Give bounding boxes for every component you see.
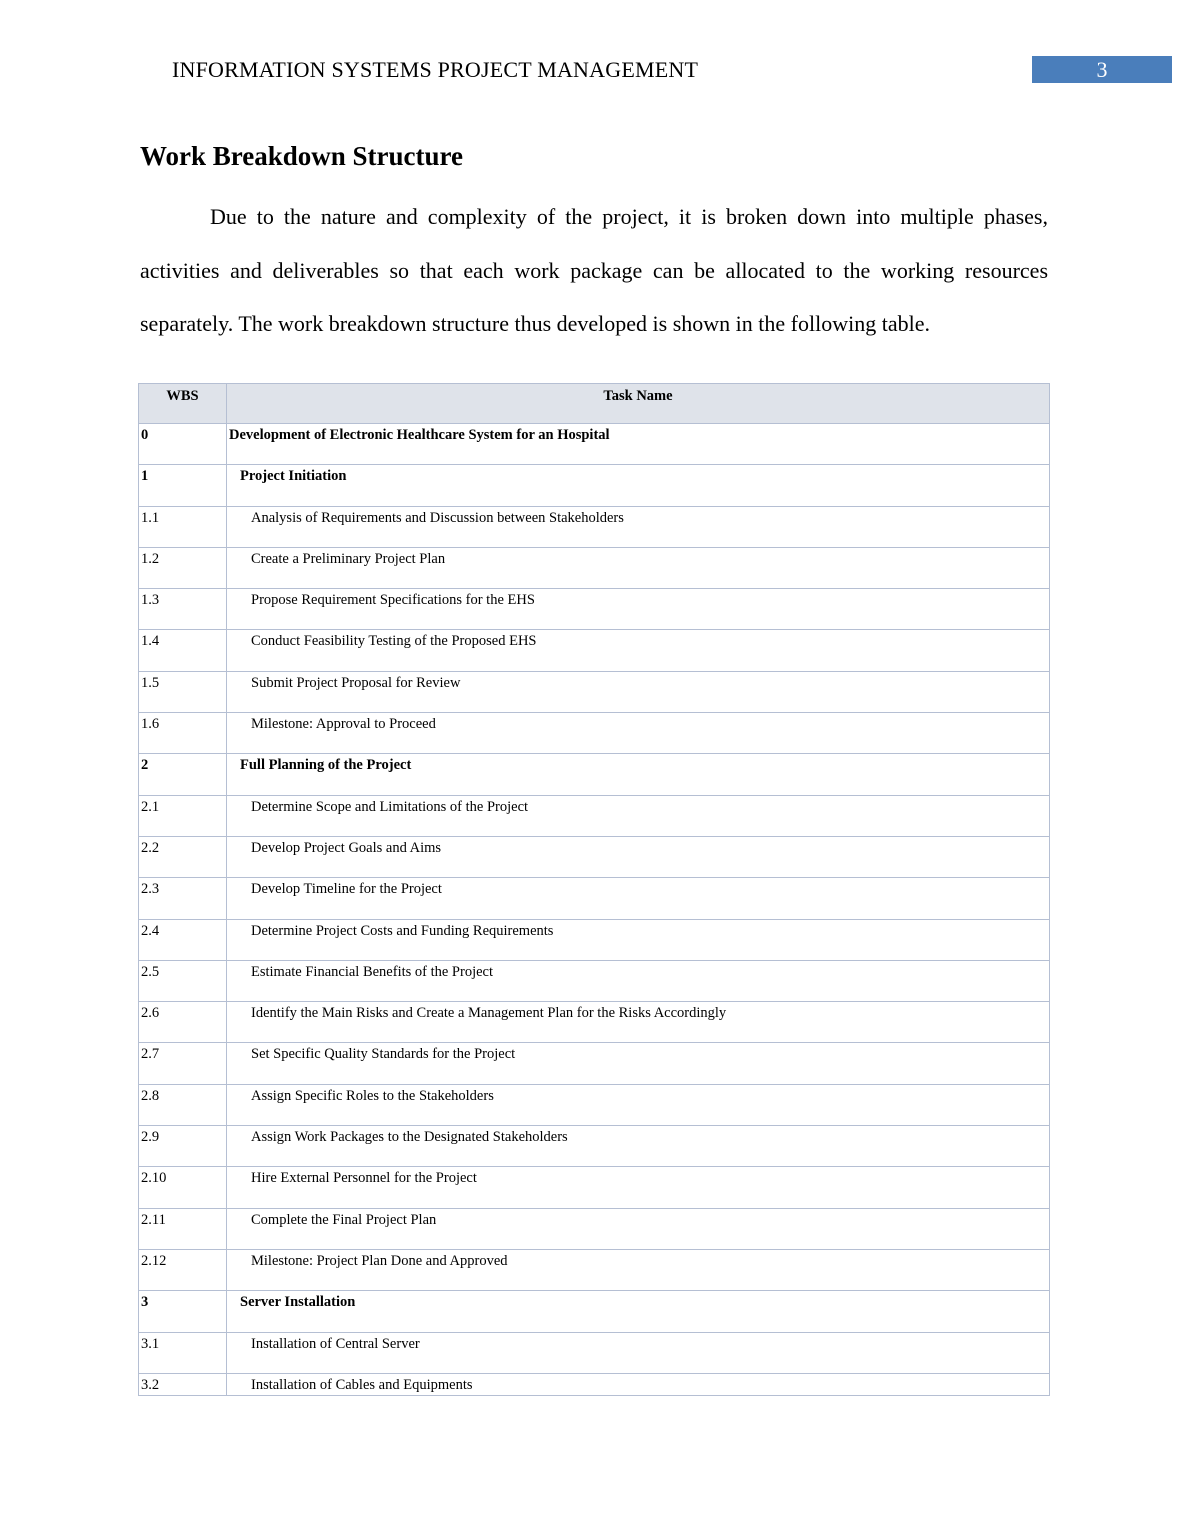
task-name: Hire External Personnel for the Project — [227, 1167, 1050, 1208]
table-row — [139, 878, 1050, 919]
task-name: Milestone: Approval to Proceed — [227, 713, 1050, 754]
table-row — [139, 547, 1050, 588]
wbs-code: 2.11 — [139, 1208, 227, 1249]
table-row — [139, 754, 1050, 795]
task-name: Conduct Feasibility Testing of the Proposed EHS — [227, 630, 1050, 671]
wbs-column-header: WBS — [139, 384, 227, 424]
task-name: Estimate Financial Benefits of the Project — [227, 960, 1050, 1001]
task-name: Identify the Main Risks and Create a Management Plan for the Risks Accordingly — [227, 1002, 1050, 1043]
task-name: Determine Scope and Limitations of the Project — [227, 795, 1050, 836]
table-row — [139, 960, 1050, 1001]
page-number: 3 — [1032, 56, 1172, 83]
table-row — [139, 1332, 1050, 1373]
task-name-column-header: Task Name — [227, 384, 1050, 424]
table-row — [139, 1167, 1050, 1208]
task-name: Create a Preliminary Project Plan — [227, 547, 1050, 588]
wbs-code: 3.1 — [139, 1332, 227, 1373]
task-name: Full Planning of the Project — [227, 754, 1050, 795]
wbs-code: 2.1 — [139, 795, 227, 836]
table-row — [139, 1249, 1050, 1290]
wbs-code: 3 — [139, 1291, 227, 1332]
section-title: Work Breakdown Structure — [140, 141, 464, 171]
wbs-code: 1.2 — [139, 547, 227, 588]
table-row — [139, 589, 1050, 630]
wbs-code: 2.2 — [139, 836, 227, 877]
body-paragraph: Due to the nature and complexity of the project, it is broken down into multiple phases, activities and deliverables so that each work package can be allocated to the working resources separately. The work breakdown structure thus developed is shown in the following table. — [140, 204, 1048, 336]
task-name: Assign Specific Roles to the Stakeholders — [227, 1084, 1050, 1125]
wbs-code: 0 — [139, 424, 227, 465]
table-row — [139, 919, 1050, 960]
task-name: Development of Electronic Healthcare System for an Hospital — [227, 424, 1050, 465]
wbs-code: 2.7 — [139, 1043, 227, 1084]
table-row — [139, 836, 1050, 877]
table-row — [139, 1043, 1050, 1084]
wbs-code: 1.4 — [139, 630, 227, 671]
wbs-code: 2 — [139, 754, 227, 795]
table-row — [139, 795, 1050, 836]
task-name: Server Installation — [227, 1291, 1050, 1332]
wbs-code: 2.8 — [139, 1084, 227, 1125]
wbs-code: 2.9 — [139, 1126, 227, 1167]
table-row — [139, 465, 1050, 506]
table-row — [139, 1291, 1050, 1332]
task-name: Set Specific Quality Standards for the Project — [227, 1043, 1050, 1084]
table-header-row — [139, 384, 1050, 424]
task-name: Project Initiation — [227, 465, 1050, 506]
task-name: Determine Project Costs and Funding Requirements — [227, 919, 1050, 960]
task-name: Develop Project Goals and Aims — [227, 836, 1050, 877]
wbs-code: 2.10 — [139, 1167, 227, 1208]
running-head: INFORMATION SYSTEMS PROJECT MANAGEMENT — [172, 57, 699, 82]
wbs-table — [138, 383, 1050, 1396]
task-name: Complete the Final Project Plan — [227, 1208, 1050, 1249]
wbs-code: 2.5 — [139, 960, 227, 1001]
wbs-code: 2.4 — [139, 919, 227, 960]
task-name: Assign Work Packages to the Designated Stakeholders — [227, 1126, 1050, 1167]
wbs-code: 1.3 — [139, 589, 227, 630]
table-row — [139, 1084, 1050, 1125]
wbs-code: 3.2 — [139, 1373, 227, 1395]
task-name: Develop Timeline for the Project — [227, 878, 1050, 919]
table-row — [139, 1126, 1050, 1167]
wbs-code: 2.3 — [139, 878, 227, 919]
task-name: Installation of Cables and Equipments — [227, 1373, 1050, 1395]
wbs-code: 2.6 — [139, 1002, 227, 1043]
wbs-code: 1.1 — [139, 506, 227, 547]
task-name: Installation of Central Server — [227, 1332, 1050, 1373]
task-name: Submit Project Proposal for Review — [227, 671, 1050, 712]
table-row — [139, 1208, 1050, 1249]
wbs-code: 2.12 — [139, 1249, 227, 1290]
table-row — [139, 506, 1050, 547]
wbs-code: 1 — [139, 465, 227, 506]
table-row — [139, 713, 1050, 754]
table-row — [139, 630, 1050, 671]
wbs-code: 1.5 — [139, 671, 227, 712]
table-row — [139, 1002, 1050, 1043]
table-row — [139, 1373, 1050, 1395]
wbs-code: 1.6 — [139, 713, 227, 754]
table-row — [139, 671, 1050, 712]
table-row — [139, 424, 1050, 465]
task-name: Milestone: Project Plan Done and Approved — [227, 1249, 1050, 1290]
task-name: Propose Requirement Specifications for the EHS — [227, 589, 1050, 630]
task-name: Analysis of Requirements and Discussion between Stakeholders — [227, 506, 1050, 547]
